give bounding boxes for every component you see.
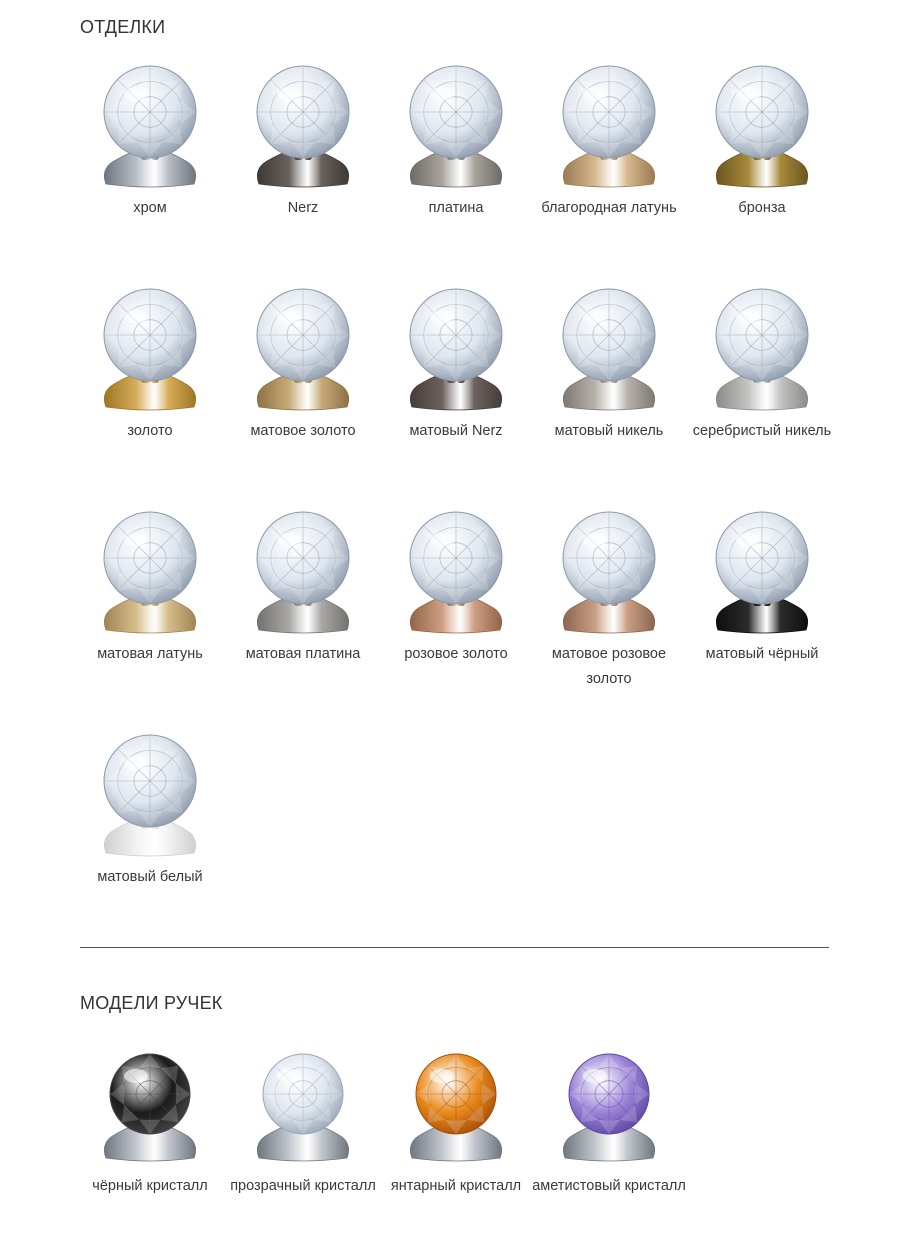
finishes-title: ОТДЕЛКИ: [80, 17, 166, 37]
finish-label: матовая платина: [245, 646, 361, 662]
finish-swatch-image: [396, 285, 516, 411]
finish-swatch-image: [549, 508, 669, 634]
finish-label: матовый никель: [554, 423, 664, 439]
finish-label: серебристый никель: [692, 423, 832, 439]
finish-item[interactable]: [682, 62, 842, 221]
finish-item[interactable]: [70, 508, 230, 667]
finish-swatch-image: [90, 62, 210, 188]
finish-item[interactable]: [223, 62, 383, 221]
finish-label: платина: [428, 200, 484, 216]
finish-swatch-image: [90, 508, 210, 634]
model-label: прозрачный кристалл: [230, 1178, 376, 1194]
crystal-knob-image: [243, 1048, 363, 1166]
models-title: МОДЕЛИ РУЧЕК: [80, 993, 223, 1013]
finish-label: матовый белый: [97, 869, 203, 885]
section-divider: [80, 947, 829, 948]
finish-label: благородная латунь: [541, 200, 677, 216]
finish-item[interactable]: [682, 285, 842, 444]
finish-label: золото: [127, 423, 173, 439]
crystal-knob-image: [396, 1048, 516, 1166]
finish-item[interactable]: [70, 731, 230, 890]
finish-label: матовое золото: [250, 423, 356, 439]
model-item[interactable]: [529, 1048, 689, 1199]
finish-label: матовая латунь: [97, 646, 203, 662]
model-label: аметистовый кристалл: [532, 1178, 686, 1194]
finish-item[interactable]: [376, 62, 536, 221]
finish-swatch-image: [702, 62, 822, 188]
model-item[interactable]: [376, 1048, 536, 1199]
finish-swatch-image: [243, 508, 363, 634]
finish-label: розовое золото: [404, 646, 508, 662]
model-item[interactable]: [223, 1048, 383, 1199]
model-label: чёрный кристалл: [92, 1178, 208, 1194]
crystal-knob-image: [90, 1048, 210, 1166]
finish-item[interactable]: [682, 508, 842, 667]
finish-item[interactable]: [529, 62, 689, 221]
finish-item[interactable]: [223, 508, 383, 667]
finish-swatch-image: [549, 285, 669, 411]
finish-label: бронза: [738, 200, 786, 216]
model-label: янтарный кристалл: [390, 1178, 522, 1194]
finish-item[interactable]: [529, 508, 689, 692]
finish-swatch-image: [243, 285, 363, 411]
finish-swatch-image: [90, 731, 210, 857]
finish-swatch-image: [702, 508, 822, 634]
finish-label: матовый Nerz: [409, 423, 503, 439]
finish-swatch-image: [90, 285, 210, 411]
finish-item[interactable]: [529, 285, 689, 444]
crystal-knob-image: [549, 1048, 669, 1166]
finish-item[interactable]: [223, 285, 383, 444]
finish-label: матовый чёрный: [705, 646, 819, 662]
finish-swatch-image: [243, 62, 363, 188]
finish-swatch-image: [549, 62, 669, 188]
finish-item[interactable]: [376, 508, 536, 667]
finish-swatch-image: [396, 62, 516, 188]
finish-item[interactable]: [70, 285, 230, 444]
finish-item[interactable]: [70, 62, 230, 221]
finish-swatch-image: [702, 285, 822, 411]
finish-label: хром: [133, 200, 167, 216]
finish-label: Nerz: [287, 200, 319, 216]
finish-label: матовое розовое золото: [551, 646, 667, 687]
model-item[interactable]: [70, 1048, 230, 1199]
finish-item[interactable]: [376, 285, 536, 444]
finish-swatch-image: [396, 508, 516, 634]
